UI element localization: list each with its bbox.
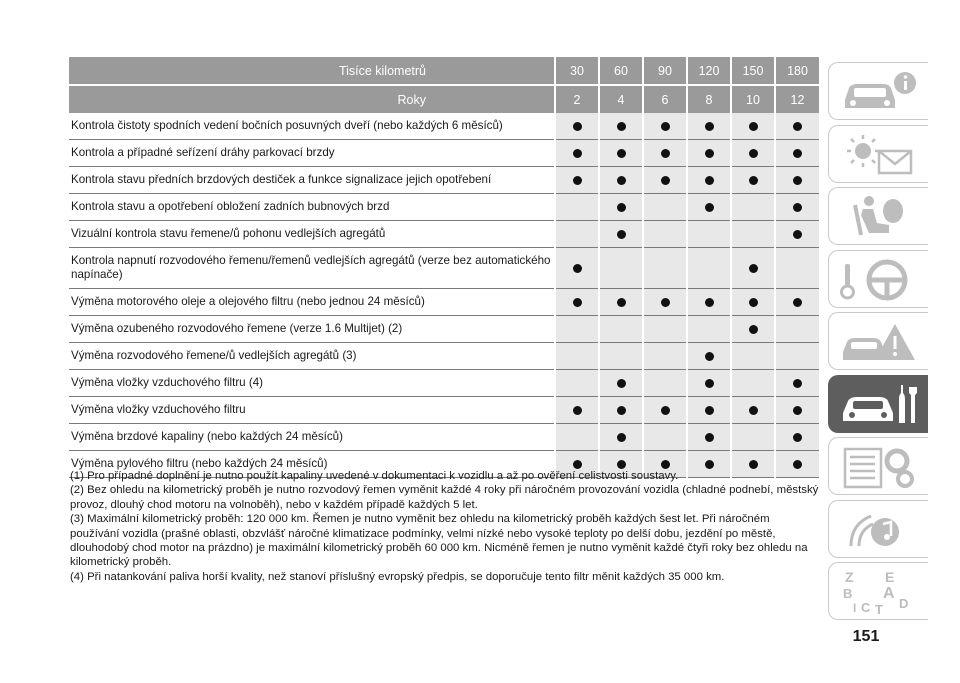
interval-cell <box>599 194 643 221</box>
required-mark <box>661 122 670 131</box>
required-mark <box>793 433 802 442</box>
required-mark <box>705 352 714 361</box>
page-number: 151 <box>852 628 880 645</box>
footnotes <box>70 469 820 584</box>
interval-cell <box>555 167 599 194</box>
interval-cell <box>731 167 775 194</box>
interval-cell <box>599 289 643 316</box>
header-year-value: 6 <box>643 85 687 113</box>
index-letter: C <box>861 600 871 615</box>
interval-cell <box>687 248 731 289</box>
interval-cell <box>731 140 775 167</box>
required-mark <box>573 176 582 185</box>
table-row <box>69 289 819 316</box>
interval-cell <box>555 140 599 167</box>
interval-cell <box>687 424 731 451</box>
index-letter: A <box>883 585 895 602</box>
row-label: Kontrola napnutí rozvodového řemenu/řemenů vedlejších agregátů (verze bez automatického napínače) <box>69 248 555 289</box>
header-row-km <box>69 57 819 85</box>
interval-cell <box>775 289 819 316</box>
interval-cell <box>643 316 687 343</box>
table-row <box>69 424 819 451</box>
interval-cell <box>687 316 731 343</box>
index-letter: D <box>899 596 909 611</box>
interval-cell <box>555 397 599 424</box>
footnote: (3) Maximální kilometrický proběh: 120 000 km. Řemen je nutno vyměnit bez ohledu na kilometrický proběh každých šest let. Při náročném používání vozidla (prašné oblasti, obzvlášť náročné klimatizace podmínky, velmi nízké nebo vysoké teploty po delší dobu, jezdění po městě, dlouhodobý chod motor na prázdno) je maximální kilometrický proběh 60 000 km. Nicméně řemen je nutno vyměnit každé čtyři roky bez ohledu na kilometrický proběh. <box>70 513 808 569</box>
header-year-value: 4 <box>599 85 643 113</box>
interval-cell <box>643 370 687 397</box>
required-mark <box>617 122 626 131</box>
header-years-label: Roky <box>69 85 555 113</box>
required-mark <box>749 298 758 307</box>
header-km-value: 90 <box>643 57 687 85</box>
index-letter: E <box>885 569 895 585</box>
header-year-value: 2 <box>555 85 599 113</box>
interval-cell <box>775 343 819 370</box>
technical-data-icon <box>839 443 921 491</box>
tab-maintenance[interactable] <box>828 375 928 433</box>
row-label: Kontrola a případné seřízení dráhy parkovací brzdy <box>69 140 555 167</box>
interval-cell <box>643 424 687 451</box>
required-mark <box>617 460 626 469</box>
interval-cell <box>731 289 775 316</box>
header-year-value: 10 <box>731 85 775 113</box>
warning-lights-icon <box>839 131 921 179</box>
required-mark <box>705 379 714 388</box>
table-row <box>69 221 819 248</box>
required-mark <box>661 149 670 158</box>
required-mark <box>617 203 626 212</box>
required-mark <box>617 433 626 442</box>
interval-cell <box>731 248 775 289</box>
required-mark <box>705 298 714 307</box>
maintenance-schedule-table <box>69 57 819 478</box>
row-label: Výměna motorového oleje a olejového filtru (nebo jednou 24 měsíců) <box>69 289 555 316</box>
row-label: Výměna pylového filtru (nebo každých 24 měsíců) <box>69 451 555 478</box>
required-mark <box>661 406 670 415</box>
footnote: (1) Pro případné doplnění je nutno použít kapaliny uvedené v dokumentaci k vozidlu a až po ověření celistvosti soustavy. <box>70 470 679 482</box>
interval-cell <box>599 221 643 248</box>
required-mark <box>617 298 626 307</box>
row-label: Výměna vložky vzduchového filtru (4) <box>69 370 555 397</box>
header-km-value: 180 <box>775 57 819 85</box>
tab-multimedia[interactable] <box>828 500 928 558</box>
interval-cell <box>643 113 687 140</box>
interval-cell <box>775 316 819 343</box>
required-mark <box>793 203 802 212</box>
interval-cell <box>775 167 819 194</box>
index-letter: T <box>875 602 883 616</box>
required-mark <box>705 433 714 442</box>
chapter-sidebar <box>828 62 928 625</box>
required-mark <box>617 149 626 158</box>
required-mark <box>573 122 582 131</box>
interval-cell <box>643 289 687 316</box>
required-mark <box>573 460 582 469</box>
interval-cell <box>599 343 643 370</box>
interval-cell <box>555 424 599 451</box>
required-mark <box>749 264 758 273</box>
footnote: (2) Bez ohledu na kilometrický proběh je nutno rozvodový řemen vyměnit každé 4 roky při náročném provozování vozidla (chladné podnebí, městský provoz, dlouhý chod motoru na volnoběh), nebo v každém případě každých 5 let. <box>70 484 819 511</box>
required-mark <box>793 460 802 469</box>
required-mark <box>793 230 802 239</box>
interval-cell <box>599 167 643 194</box>
row-label: Kontrola stavu předních brzdových destiček a funkce signalizace jejich opotřebení <box>69 167 555 194</box>
interval-cell <box>687 370 731 397</box>
table-row <box>69 167 819 194</box>
tab-emergency[interactable] <box>828 312 928 370</box>
tab-car-info[interactable] <box>828 62 928 120</box>
airbag-seat-icon <box>839 193 921 241</box>
interval-cell <box>731 316 775 343</box>
required-mark <box>749 406 758 415</box>
tab-technical-data[interactable] <box>828 437 928 495</box>
tab-starting-driving[interactable] <box>828 250 928 308</box>
interval-cell <box>731 343 775 370</box>
interval-cell <box>775 221 819 248</box>
required-mark <box>793 379 802 388</box>
table-row <box>69 248 819 289</box>
car-info-icon <box>839 68 921 116</box>
interval-cell <box>599 113 643 140</box>
interval-cell <box>599 316 643 343</box>
interval-cell <box>599 397 643 424</box>
required-mark <box>793 149 802 158</box>
interval-cell <box>555 370 599 397</box>
interval-cell <box>775 248 819 289</box>
required-mark <box>749 122 758 131</box>
footnote: (4) Při natankování paliva horší kvality, než stanoví příslušný evropský předpis, se doporučuje tento filtr měnit každých 35 000 km. <box>70 570 725 583</box>
interval-cell <box>643 397 687 424</box>
index-letter: B <box>843 586 853 601</box>
interval-cell <box>599 248 643 289</box>
table-row <box>69 140 819 167</box>
required-mark <box>749 149 758 158</box>
row-label: Kontrola stavu a opotřebení obložení zadních bubnových brzd <box>69 194 555 221</box>
row-label: Výměna rozvodového řemene/ů vedlejších agregátů (3) <box>69 343 555 370</box>
interval-cell <box>687 221 731 248</box>
required-mark <box>573 264 582 273</box>
interval-cell <box>555 194 599 221</box>
tab-index[interactable] <box>828 562 928 620</box>
interval-cell <box>687 397 731 424</box>
required-mark <box>661 298 670 307</box>
interval-cell <box>731 194 775 221</box>
required-mark <box>617 230 626 239</box>
interval-cell <box>643 194 687 221</box>
car-emergency-icon <box>839 318 921 366</box>
required-mark <box>573 298 582 307</box>
interval-cell <box>599 424 643 451</box>
table-body <box>69 113 819 478</box>
header-km-label: Tisíce kilometrů <box>69 57 555 85</box>
interval-cell <box>731 113 775 140</box>
header-row-years <box>69 85 819 113</box>
interval-cell <box>687 113 731 140</box>
required-mark <box>573 149 582 158</box>
interval-cell <box>599 370 643 397</box>
row-label: Vizuální kontrola stavu řemene/ů pohonu vedlejších agregátů <box>69 221 555 248</box>
required-mark <box>793 298 802 307</box>
interval-cell <box>687 167 731 194</box>
required-mark <box>793 122 802 131</box>
interval-cell <box>599 140 643 167</box>
interval-cell <box>555 248 599 289</box>
row-label: Kontrola čistoty spodních vedení bočních posuvných dveří (nebo každých 6 měsíců) <box>69 113 555 140</box>
interval-cell <box>775 113 819 140</box>
interval-cell <box>731 397 775 424</box>
interval-cell <box>687 343 731 370</box>
interval-cell <box>555 289 599 316</box>
header-km-value: 120 <box>687 57 731 85</box>
required-mark <box>705 122 714 131</box>
required-mark <box>749 325 758 334</box>
interval-cell <box>775 140 819 167</box>
interval-cell <box>687 289 731 316</box>
required-mark <box>617 406 626 415</box>
interval-cell <box>643 167 687 194</box>
alphabetical-index-icon <box>839 568 921 616</box>
interval-cell <box>775 194 819 221</box>
index-letter: Z <box>845 569 854 585</box>
header-year-value: 12 <box>775 85 819 113</box>
interval-cell <box>643 140 687 167</box>
interval-cell <box>775 397 819 424</box>
header-km-value: 150 <box>731 57 775 85</box>
interval-cell <box>555 343 599 370</box>
table-row <box>69 397 819 424</box>
required-mark <box>793 176 802 185</box>
interval-cell <box>643 248 687 289</box>
table-row <box>69 194 819 221</box>
required-mark <box>617 379 626 388</box>
car-wrench-icon <box>839 381 921 429</box>
required-mark <box>705 406 714 415</box>
required-mark <box>573 406 582 415</box>
tab-warning-lights[interactable] <box>828 125 928 183</box>
required-mark <box>705 149 714 158</box>
index-letter: I <box>853 601 857 615</box>
table-row <box>69 370 819 397</box>
tab-safety[interactable] <box>828 187 928 245</box>
interval-cell <box>643 221 687 248</box>
interval-cell <box>555 113 599 140</box>
interval-cell <box>687 194 731 221</box>
required-mark <box>617 176 626 185</box>
header-year-value: 8 <box>687 85 731 113</box>
interval-cell <box>731 370 775 397</box>
multimedia-icon <box>839 506 921 554</box>
interval-cell <box>775 424 819 451</box>
table-row <box>69 113 819 140</box>
table-row <box>69 316 819 343</box>
interval-cell <box>555 316 599 343</box>
header-km-value: 60 <box>599 57 643 85</box>
required-mark <box>705 176 714 185</box>
interval-cell <box>731 221 775 248</box>
header-km-value: 30 <box>555 57 599 85</box>
required-mark <box>705 203 714 212</box>
required-mark <box>749 460 758 469</box>
steering-wheel-key-icon <box>839 256 921 304</box>
interval-cell <box>731 424 775 451</box>
interval-cell <box>687 140 731 167</box>
interval-cell <box>775 370 819 397</box>
interval-cell <box>555 221 599 248</box>
table-row <box>69 343 819 370</box>
required-mark <box>749 176 758 185</box>
required-mark <box>705 460 714 469</box>
required-mark <box>661 176 670 185</box>
row-label: Výměna ozubeného rozvodového řemene (verze 1.6 Multijet) (2) <box>69 316 555 343</box>
required-mark <box>793 406 802 415</box>
required-mark <box>661 460 670 469</box>
row-label: Výměna vložky vzduchového filtru <box>69 397 555 424</box>
interval-cell <box>643 343 687 370</box>
row-label: Výměna brzdové kapaliny (nebo každých 24 měsíců) <box>69 424 555 451</box>
